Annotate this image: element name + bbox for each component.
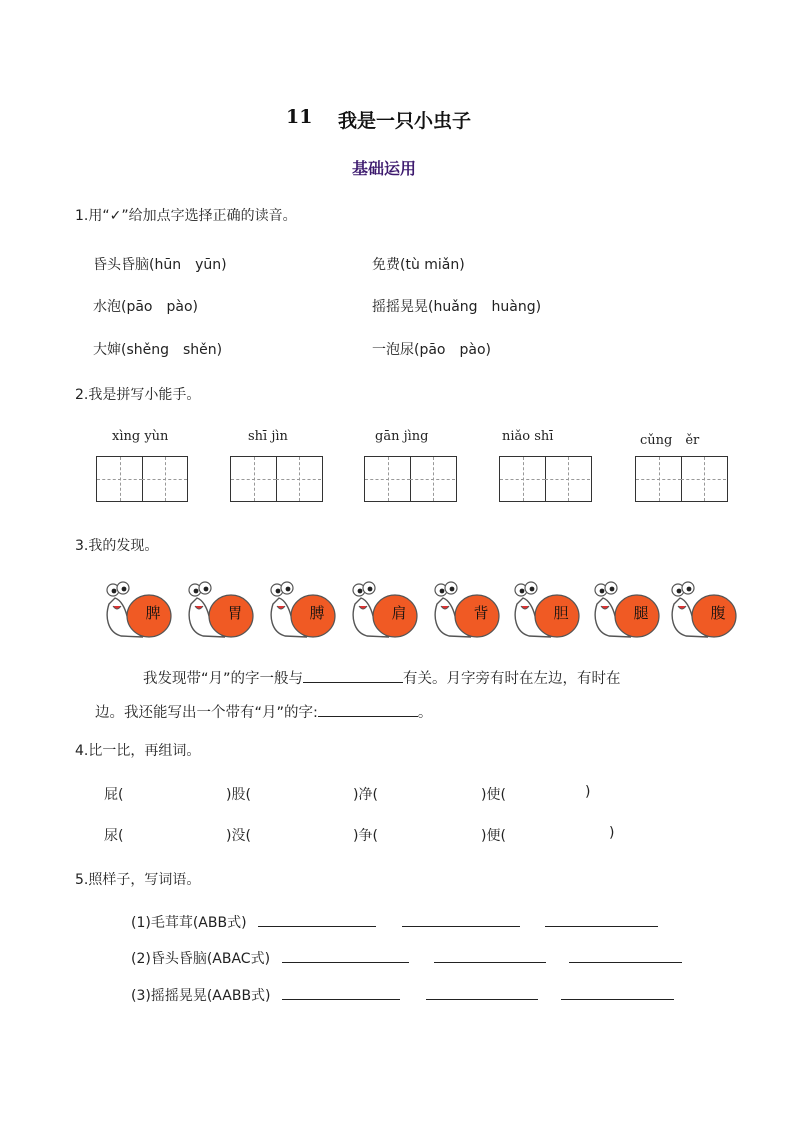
q4-text: )便( — [481, 828, 506, 844]
q1-item[interactable]: 大婶(shěng shěn) — [93, 342, 223, 358]
snail-character: 腹 — [710, 604, 726, 622]
writing-grid[interactable] — [635, 456, 728, 502]
q5-item: (1)毛茸茸(ABB式) — [131, 915, 247, 931]
snail-card — [185, 580, 257, 640]
pinyin-label: shī jìn — [248, 429, 288, 444]
snail-card — [591, 580, 663, 640]
q3-text: 我发现带“月”的字一般与 — [143, 671, 304, 687]
pinyin-label: niǎo shī — [502, 429, 554, 444]
q1-item[interactable]: 一泡尿(pāo pào) — [372, 342, 491, 358]
snail-card — [511, 580, 583, 640]
answer-blank[interactable] — [561, 999, 674, 1000]
q4-text: 尿( — [104, 828, 124, 844]
answer-blank[interactable] — [318, 702, 418, 717]
section-heading: 基础运用 — [352, 159, 417, 178]
q4-prompt: 4.比一比，再组词。 — [75, 743, 201, 759]
snail-card — [267, 580, 339, 640]
q5-item: (2)昏头昏脑(ABAC式) — [131, 951, 271, 967]
snail-character: 背 — [473, 604, 489, 622]
q3-text: 边。我还能写出一个带有“月”的字: — [95, 705, 318, 721]
q5-item: (3)摇摇晃晃(AABB式) — [131, 988, 271, 1004]
snail-card — [103, 580, 175, 640]
writing-grid[interactable] — [96, 456, 188, 502]
q3-text: 。 — [417, 705, 433, 721]
q2-prompt: 2.我是拼写小能手。 — [75, 387, 201, 403]
writing-grid[interactable] — [364, 456, 457, 502]
q3-text: 有关。月字旁有时在左边，有时在 — [403, 671, 621, 687]
q1-prompt: 1.用“✓”给加点字选择正确的读音。 — [75, 208, 297, 224]
pinyin-label: xìng yùn — [112, 429, 169, 444]
snail-character: 腿 — [633, 604, 649, 622]
answer-blank[interactable] — [569, 962, 682, 963]
q5-prompt: 5.照样子，写词语。 — [75, 872, 201, 888]
snail-character: 肩 — [391, 604, 407, 622]
snail-character: 脾 — [145, 604, 161, 622]
q3-prompt: 3.我的发现。 — [75, 538, 159, 554]
q4-text: )争( — [353, 828, 378, 844]
q4-text: )股( — [226, 787, 251, 803]
q4-text: )使( — [481, 787, 506, 803]
snail-card — [668, 580, 740, 640]
q4-text: ) — [609, 825, 615, 841]
q1-item[interactable]: 免费(tù miǎn) — [372, 257, 465, 273]
q3-sentence-line1 — [143, 667, 621, 688]
q4-text: 屁( — [104, 787, 124, 803]
answer-blank[interactable] — [434, 962, 546, 963]
q1-item[interactable]: 摇摇晃晃(huǎng huàng) — [372, 299, 542, 315]
answer-blank[interactable] — [303, 668, 403, 683]
q4-text: )净( — [353, 787, 378, 803]
q1-item[interactable]: 昏头昏脑(hūn yūn) — [93, 257, 227, 273]
q3-sentence-line2 — [95, 701, 432, 722]
q1-item[interactable]: 水泡(pāo pào) — [93, 299, 198, 315]
writing-grid[interactable] — [230, 456, 323, 502]
writing-grid[interactable] — [499, 456, 592, 502]
lesson-number: 11 — [286, 106, 313, 128]
snail-character: 膊 — [309, 604, 325, 622]
answer-blank[interactable] — [426, 999, 538, 1000]
answer-blank[interactable] — [282, 962, 409, 963]
snail-character: 胃 — [227, 604, 243, 622]
answer-blank[interactable] — [402, 926, 520, 927]
answer-blank[interactable] — [282, 999, 400, 1000]
snail-card — [349, 580, 421, 640]
pinyin-label: gān jìng — [375, 429, 429, 444]
q4-text: ) — [585, 784, 591, 800]
pinyin-label: cǔng ěr — [640, 433, 700, 448]
lesson-title: 我是一只小虫子 — [338, 110, 472, 132]
snail-card — [431, 580, 503, 640]
snail-character: 胆 — [553, 604, 569, 622]
answer-blank[interactable] — [258, 926, 376, 927]
answer-blank[interactable] — [545, 926, 658, 927]
q4-text: )没( — [226, 828, 251, 844]
